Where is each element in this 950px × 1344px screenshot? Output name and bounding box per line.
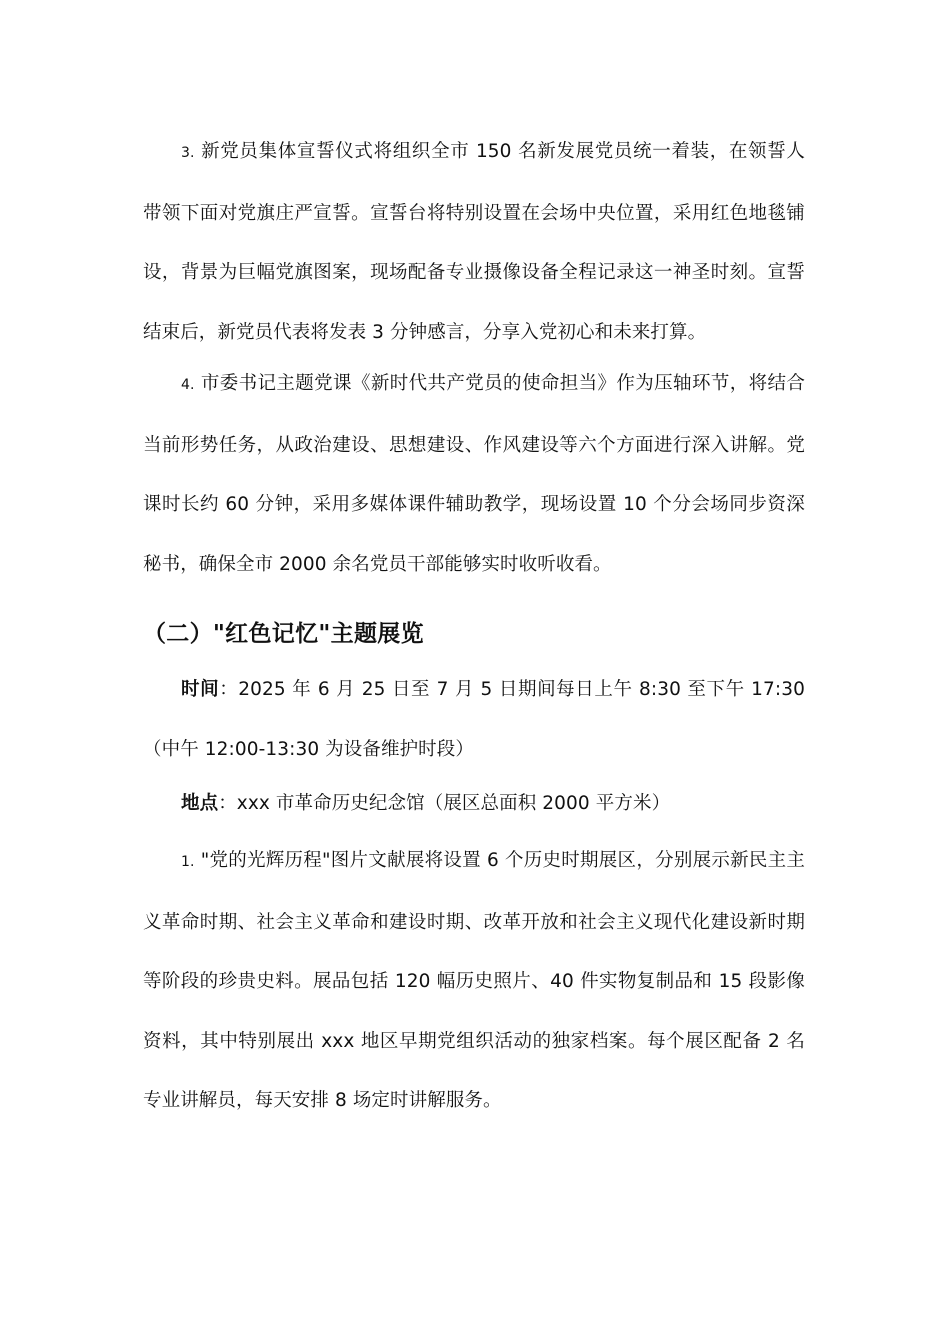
- paragraph-text: "党的光辉历程"图片文献展将设置 6 个历史时期展区，分别展示新民主主义革命时期、社会主义革命和建设时期、改革开放和社会主义现代化建设新时期等阶段的珍贵史料。展品包括 120 幅历史照片、40 件实物复制品和 15 段影像资料，其中特别展出 xxx 地区早期党组织活动的独家档案。每个展区配备 2 名专业讲解员，每天安排 8 场定时讲解服务。: [143, 850, 805, 1111]
- paragraph-time: [143, 660, 805, 779]
- item-number: 4.: [181, 377, 195, 393]
- section-heading: （二）"红色记忆"主题展览: [143, 621, 424, 647]
- paragraph-item-3: [143, 122, 805, 362]
- paragraph-item-4: [143, 354, 805, 594]
- item-number: 3.: [181, 145, 195, 161]
- paragraph-text: 市委书记主题党课《新时代共产党员的使命担当》作为压轴环节，将结合当前形势任务，从政治建设、思想建设、作风建设等六个方面进行深入讲解。党课时长约 60 分钟，采用多媒体课件辅助教学，现场设置 10 个分会场同步资深秘书，确保全市 2000 余名党员干部能够实时收听收看。: [143, 373, 805, 575]
- item-number: 1.: [181, 854, 195, 870]
- paragraph-exhibit-item-1: [143, 831, 805, 1131]
- paragraph-place: [143, 774, 805, 834]
- time-label: 时间: [181, 679, 220, 700]
- place-text: ：xxx 市革命历史纪念馆（展区总面积 2000 平方米）: [218, 793, 671, 814]
- paragraph-text: 新党员集体宣誓仪式将组织全市 150 名新发展党员统一着装，在领誓人带领下面对党旗庄严宣誓。宣誓台将特别设置在会场中央位置，采用红色地毯铺设，背景为巨幅党旗图案，现场配备专业摄像设备全程记录这一神圣时刻。宣誓结束后，新党员代表将发表 3 分钟感言，分享入党初心和未来打算。: [143, 141, 805, 343]
- place-label: 地点: [181, 793, 219, 814]
- time-text: ：2025 年 6 月 25 日至 7 月 5 日期间每日上午 8:30 至下午 17:30（中午 12:00-13:30 为设备维护时段）: [143, 679, 806, 760]
